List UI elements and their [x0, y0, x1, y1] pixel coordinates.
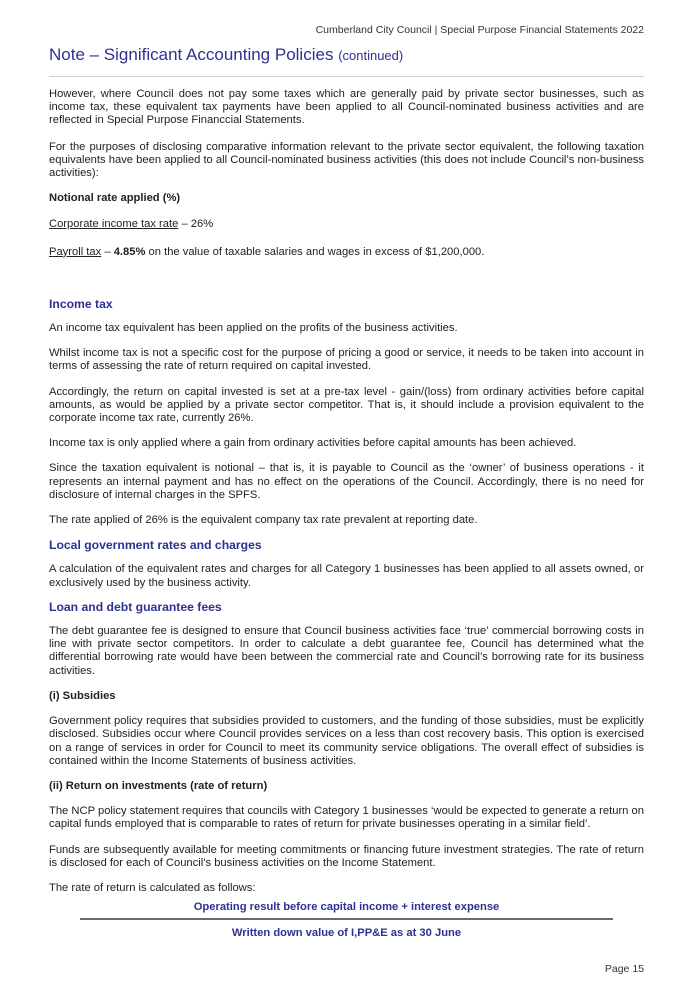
local-rates-paragraph: A calculation of the equivalent rates and charges for all Category 1 businesses has been applied to all assets owned, or exclusively used by the business activity. [49, 563, 644, 589]
income-tax-paragraph-4: Income tax is only applied where a gain from ordinary activities before capital amounts has been achieved. [49, 437, 577, 450]
title-continued: (continued) [338, 48, 404, 63]
corporate-tax-separator: – [178, 218, 191, 231]
running-header: Cumberland City Council | Special Purpose Financial Statements 2022 [315, 24, 644, 36]
notional-rate-heading: Notional rate applied (%) [49, 192, 181, 205]
income-tax-paragraph-6: The rate applied of 26% is the equivalent company tax rate prevalent at reporting date. [49, 514, 478, 527]
corporate-tax-line [49, 218, 644, 231]
payroll-tax-value: 4.85% [113, 245, 146, 258]
formula-numerator: Operating result before capital income + interest expense [193, 901, 500, 913]
page-number: Page 15 [604, 963, 644, 975]
return-paragraph-1: The NCP policy statement requires that councils with Category 1 businesses ‘would be expected to generate a return on capital funds employed that is comparable to rates of return for private businesses operating in a similar field’. [49, 805, 644, 831]
intro-paragraph-1: However, where Council does not pay some taxes which are generally paid by private sector businesses, such as income tax, these equivalent tax payments have been applied to all Council-nominated business activities and are reflected in Special Purpose Financcial Statements. [49, 88, 644, 127]
formula-fraction-bar [80, 918, 613, 920]
corporate-tax-label: Corporate income tax rate [49, 218, 179, 231]
loan-fees-paragraph: The debt guarantee fee is designed to ensure that Council business activities face ‘true’ commercial borrowing costs in line with private sector competitors. In order to calculate a debt guarantee fee, Council has determined what the differential borrowing rate would have been between the commercial rate and Council’s borrowing rate for its business activities. [49, 625, 644, 677]
loan-fees-heading: Loan and debt guarantee fees [49, 599, 222, 614]
rate-of-return-formula [80, 900, 613, 940]
page-title [49, 45, 403, 65]
income-tax-paragraph-2: Whilst income tax is not a specific cost for the purpose of pricing a good or service, it needs to be taken into account in terms of assessing the rate of return required on capital invested. [49, 347, 644, 373]
income-tax-paragraph-5: Since the taxation equivalent is notional – that is, it is payable to Council as the ‘owner’ of business operations - it represents an internal payment and has no effect on the operations of the Council. Accordingly, there is no need for disclosure of internal charges in the SPFS. [49, 462, 644, 501]
formula-denominator: Written down value of I,PP&E as at 30 June [231, 927, 462, 939]
income-tax-paragraph-1: An income tax equivalent has been applied on the profits of the business activities. [49, 322, 458, 335]
local-rates-heading: Local government rates and charges [49, 538, 262, 553]
payroll-tax-label: Payroll tax [49, 245, 102, 258]
subsidies-paragraph: Government policy requires that subsidies provided to customers, and the funding of those subsidies, must be explicitly disclosed. Subsidies occur where Council provides services on a less than cost recovery basis. This option is exercised on a range of services in order for Council to meet its community service obligations. The overall effect of subsidies is contained within the Income Statements of business activities. [49, 715, 644, 767]
document-body [49, 88, 644, 895]
return-paragraph-3: The rate of return is calculated as follows: [49, 881, 256, 894]
payroll-tax-separator: – [101, 245, 114, 258]
income-tax-paragraph-3: Accordingly, the return on capital invested is set at a pre-tax level - gain/(loss) from ordinary activities before capital amounts, as would be applied by a private sector competitor. That is, it should include a provision equivalent to the corporate income tax rate, currently 26%. [49, 385, 644, 425]
return-on-investments-heading: (ii) Return on investments (rate of return) [49, 779, 268, 792]
intro-paragraph-2: For the purposes of disclosing comparative information relevant to the private sector equivalent, the following taxation equivalents have been applied to all Council-nominated business activities (this does not include Council’s non-business activities): [49, 140, 644, 180]
income-tax-heading: Income tax [49, 296, 113, 311]
subsidies-heading: (i) Subsidies [49, 689, 116, 702]
title-divider [49, 76, 644, 77]
return-paragraph-2: Funds are subsequently available for meeting commitments or financing future investment strategies. The rate of return is disclosed for each of Council’s business activities on the Income Statement. [49, 843, 644, 869]
title-main: Note – Significant Accounting Policies [49, 45, 334, 64]
payroll-tax-rest: on the value of taxable salaries and wages in excess of $1,200,000. [145, 245, 485, 258]
corporate-tax-value: 26% [190, 218, 214, 231]
payroll-tax-line [49, 246, 644, 259]
